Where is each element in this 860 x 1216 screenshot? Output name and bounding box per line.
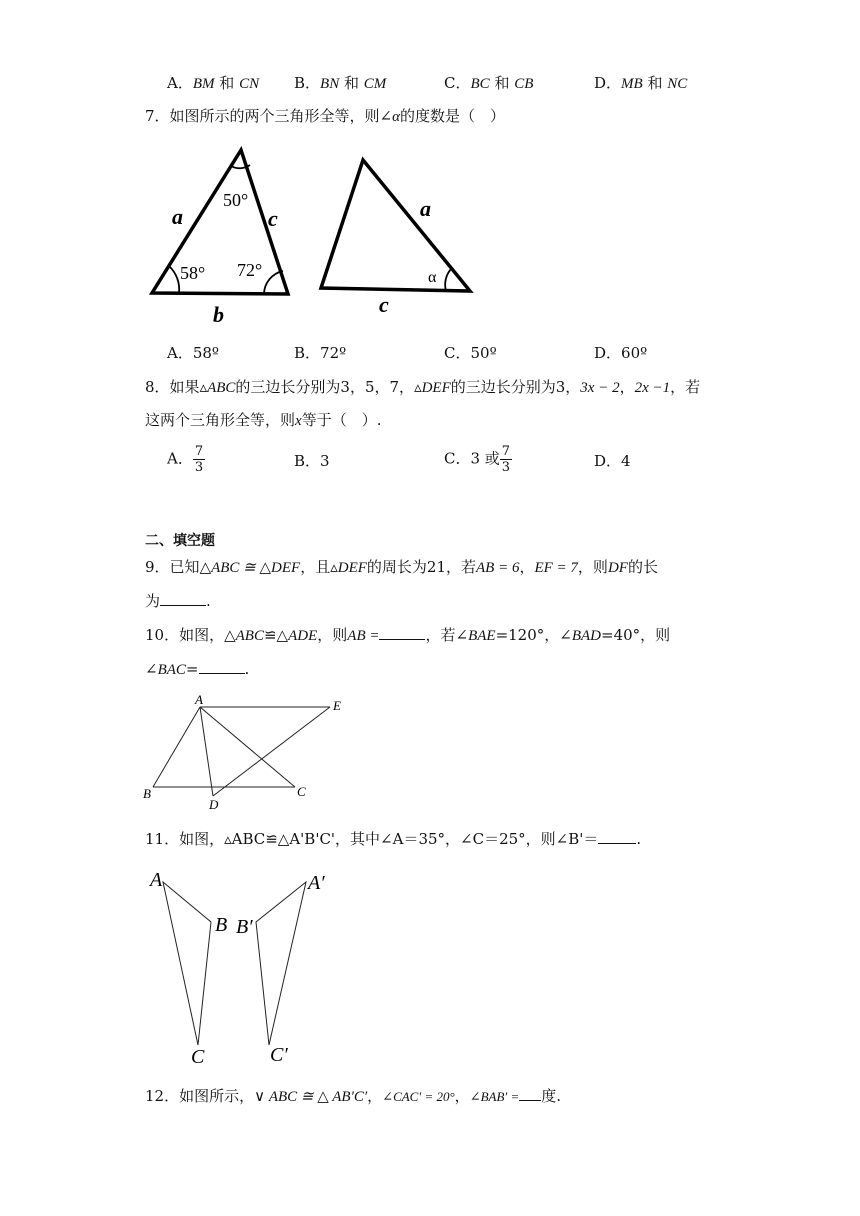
q7-stem: 7．如图所示的两个三角形全等，则∠α的度数是（ ） — [145, 107, 506, 125]
q7-left-angle-top: 50° — [223, 190, 249, 210]
q6-option-d: D．MB 和 NC — [594, 74, 688, 92]
q8-option-c: C．3 或 $\frac{7}{3}$ — [444, 444, 511, 475]
q8-option-d: D．4 — [594, 452, 631, 470]
q8-stem-line2: 这两个三角形全等，则x等于（ ）. — [145, 411, 382, 429]
q11-label-b: B — [215, 914, 228, 936]
q11-figure — [140, 865, 340, 1070]
q8-stem-line1: 8．如果▵ABC的三边长分别为3，5，7，▵DEF的三边长分别为3，3x − 2，2x −1，若 — [145, 378, 701, 396]
q8-option-a: A． $\frac{7}{3}$ — [167, 444, 204, 475]
q10-stem-line2: ∠BAC= . — [145, 660, 250, 678]
q7-left-triangle — [152, 150, 288, 327]
q7-option-a: A．58º — [167, 344, 219, 362]
q7-right-side-c: c — [379, 292, 389, 317]
fraction: $\frac{7}{3}$ — [194, 444, 204, 475]
q10-figure — [140, 690, 360, 810]
q7-option-b: B．72º — [294, 344, 347, 362]
q6-option-b: B．BN 和 CM — [294, 74, 387, 92]
q10-label-c: C — [297, 784, 306, 799]
section-title-fill-in: 二、填空题 — [145, 533, 215, 549]
q7-right-side-a: a — [420, 196, 431, 221]
q7-right-triangle — [321, 160, 470, 317]
q9-answer-blank[interactable] — [160, 591, 206, 606]
q11-stem: 11．如图，▵ABC≌△A'B'C'，其中∠A＝35°，∠C＝25°，则∠B'＝ . — [145, 830, 642, 848]
q9-stem-line1: 9．已知△ABC ≅ △DEF，且▵DEF的周长为21，若AB = 6，EF = 7，则DF的长 — [145, 558, 658, 576]
q11-label-c: C — [191, 1046, 205, 1068]
q7-option-c: C．50º — [444, 344, 497, 362]
q10-answer-blank-2[interactable] — [199, 659, 245, 674]
q10-label-e: E — [333, 698, 341, 713]
q11-label-a-prime: A′ — [308, 872, 325, 894]
q7-option-d: D．60º — [594, 344, 648, 362]
q11-label-a: A — [150, 869, 163, 891]
q8-option-b: B．3 — [294, 452, 330, 470]
q7-left-side-a: a — [172, 204, 183, 229]
q7-left-side-b: b — [213, 302, 224, 327]
fraction: $\frac{7}{3}$ — [501, 444, 511, 475]
q12-answer-blank[interactable] — [519, 1086, 541, 1101]
q10-stem-line1: 10．如图，△ABC≌△ADE，则AB = ，若∠BAE=120°，∠BAD=40°，则 — [145, 626, 671, 644]
q7-right-angle-alpha: α — [428, 269, 437, 286]
q7-figure — [140, 140, 480, 330]
q7-left-angle-right: 72° — [237, 260, 263, 280]
q12-stem: 12．如图所示，∨ ABC ≅ △ AB′C′，∠CAC′ = 20°，∠BAB′ = 度. — [145, 1087, 562, 1105]
q10-label-b: B — [143, 786, 151, 801]
q7-left-side-c: c — [268, 206, 278, 231]
q11-label-c-prime: C′ — [270, 1044, 288, 1066]
q6-option-c: C．BC 和 CB — [444, 74, 534, 92]
q10-label-a: A — [195, 692, 203, 707]
q11-label-b-prime: B′ — [236, 916, 253, 938]
q6-option-a: A．BM 和 CN — [167, 74, 260, 92]
q10-label-d: D — [209, 797, 219, 812]
q9-stem-line2: 为 . — [145, 592, 211, 610]
q7-left-angle-left: 58° — [180, 263, 206, 283]
q10-answer-blank-1[interactable] — [379, 625, 425, 640]
q11-answer-blank[interactable] — [598, 829, 636, 844]
